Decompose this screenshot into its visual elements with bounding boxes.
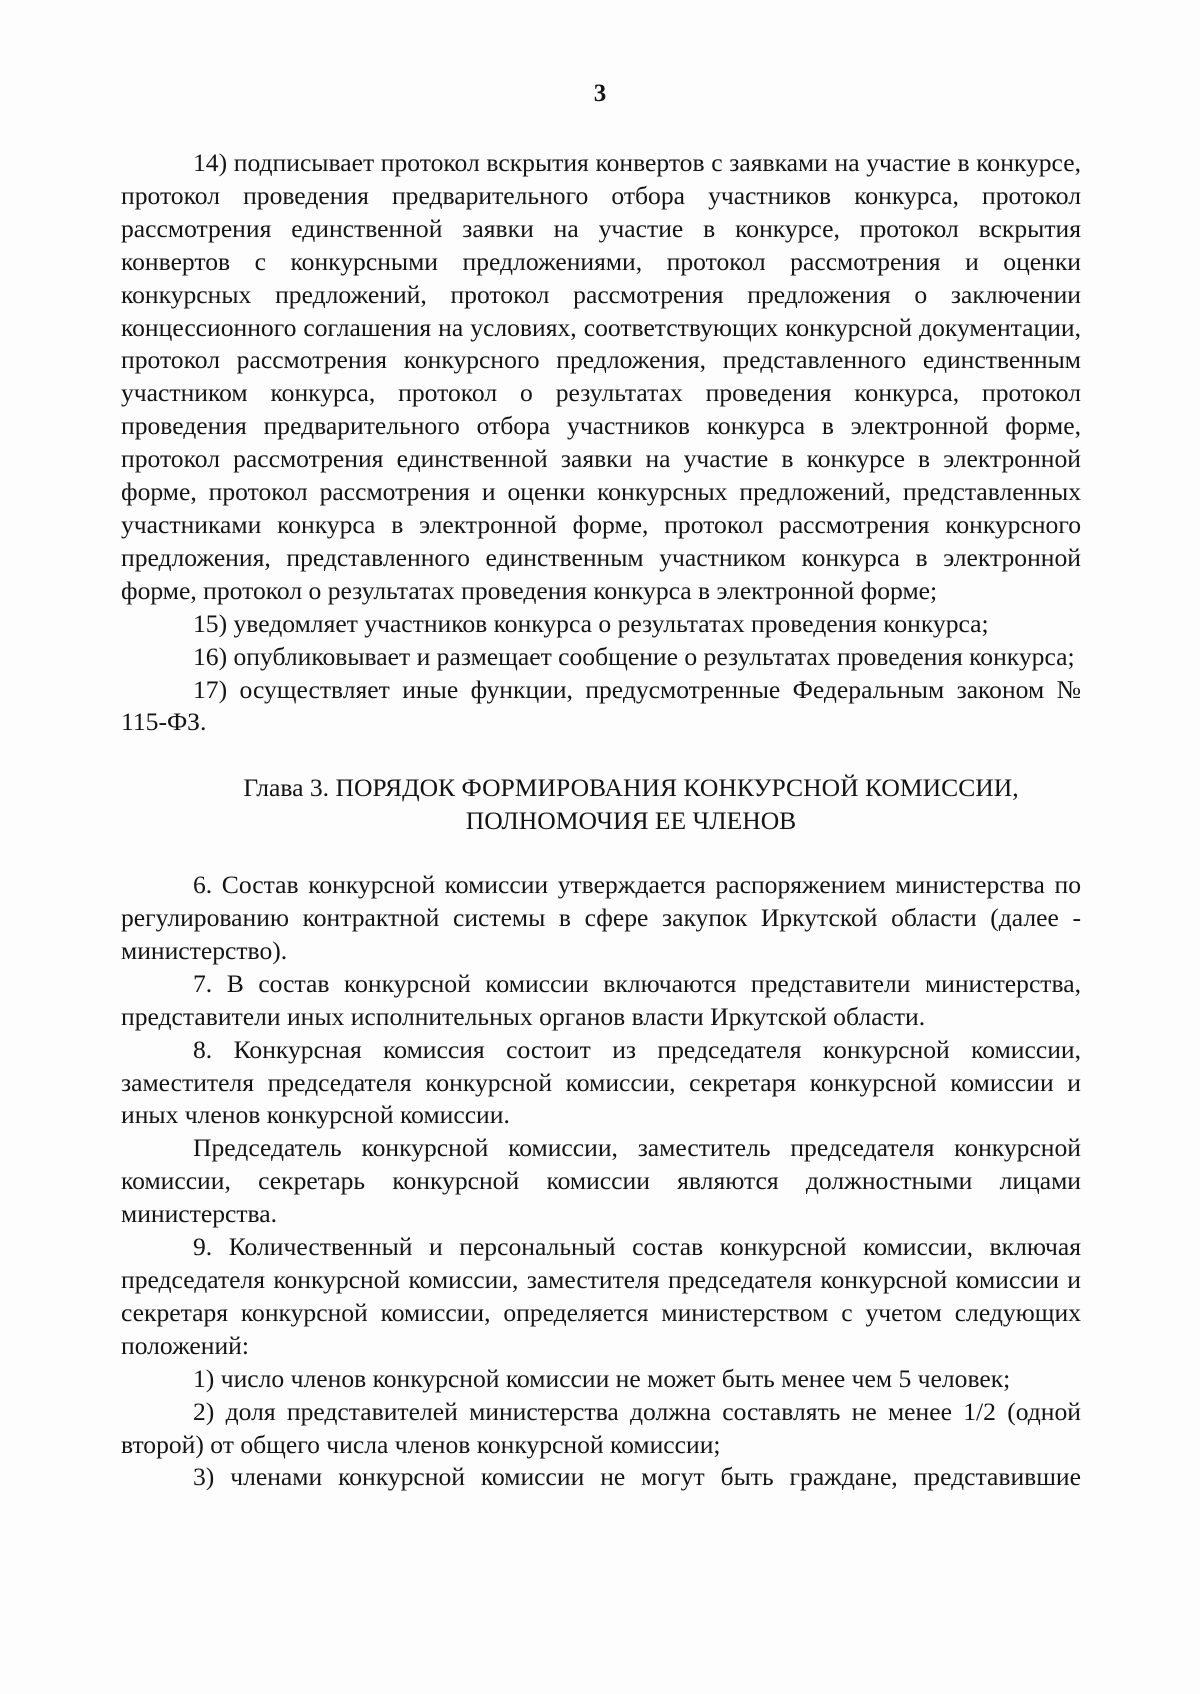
paragraph-clause-9-item-3: 3) членами конкурсной комиссии не могут быть граждане, представившие: [193, 1462, 1081, 1492]
paragraph-clause-8-officials: Председатель конкурсной комиссии, заместитель председателя конкурсной комиссии, секретарь конкурсной комиссии являются должностными лицами министерства.: [121, 1133, 1081, 1229]
chapter-heading-line-1: Глава 3. ПОРЯДОК ФОРМИРОВАНИЯ КОНКУРСНОЙ КОМИССИИ,: [243, 773, 1019, 803]
paragraph-clause-9-item-1: 1) число членов конкурсной комиссии не может быть менее чем 5 человек;: [193, 1363, 1011, 1393]
paragraph-clause-6: 6. Состав конкурсной комиссии утверждается распоряжением министерства по регулированию контрактной системы в сфере закупок Иркутской области (далее - министерство).: [121, 870, 1081, 965]
paragraph-clause-9: 9. Количественный и персональный состав конкурсной комиссии, включая председателя конкурсной комиссии, заместителя председателя конкурсной комиссии и секретаря конкурсной комиссии, определяется министерством с учетом следующих положений:: [121, 1232, 1081, 1360]
paragraph-item-17: 17) осуществляет иные функции, предусмотренные Федеральным законом № 115-ФЗ.: [121, 674, 1081, 737]
page-number: 3: [593, 80, 607, 107]
paragraph-clause-9-item-2: 2) доля представителей министерства должна составлять не менее 1/2 (одной второй) от общего числа членов конкурсной комиссии;: [121, 1396, 1081, 1459]
chapter-heading-line-2: ПОЛНОМОЧИЯ ЕЕ ЧЛЕНОВ: [465, 806, 797, 836]
paragraph-clause-7: 7. В состав конкурсной комиссии включаются представители министерства, представители иных исполнительных органов власти Иркутской области.: [121, 968, 1081, 1031]
document-body: [121, 147, 1081, 1494]
paragraph-item-14: 14) подписывает протокол вскрытия конвертов с заявками на участие в конкурсе, протокол проведения предварительного отбора участников конкурса, протокол рассмотрения единственной заявки на участие в конкурсе, протокол вскрытия конвертов с конкурсными предложениями, протокол рассмотрения и оценки конкурсных предложений, протокол рассмотрения предложения о заключении концессионного соглашения на условиях, соответствующих конкурсной документации, протокол рассмотрения конкурсного предложения, представленного единственным участником конкурса, протокол о результатах проведения конкурса, протокол проведения предварительного отбора участников конкурса в электронной форме, протокол рассмотрения единственной заявки на участие в конкурсе в электронной форме, протокол рассмотрения и оценки конкурсных предложений, представленных участниками конкурса в электронной форме, протокол рассмотрения конкурсного предложения, представленного единственным участником конкурса в электронной форме, протокол о результатах проведения конкурса в электронной форме;: [121, 148, 1081, 605]
chapter-heading: [121, 772, 1081, 838]
paragraph-clause-8: 8. Конкурсная комиссия состоит из председателя конкурсной комиссии, заместителя председателя конкурсной комиссии, секретаря конкурсной комиссии и иных членов конкурсной комиссии.: [121, 1034, 1081, 1130]
paragraph-item-16: 16) опубликовывает и размещает сообщение о результатах проведения конкурса;: [193, 641, 1075, 671]
paragraph-item-15: 15) уведомляет участников конкурса о результатах проведения конкурса;: [193, 608, 989, 638]
